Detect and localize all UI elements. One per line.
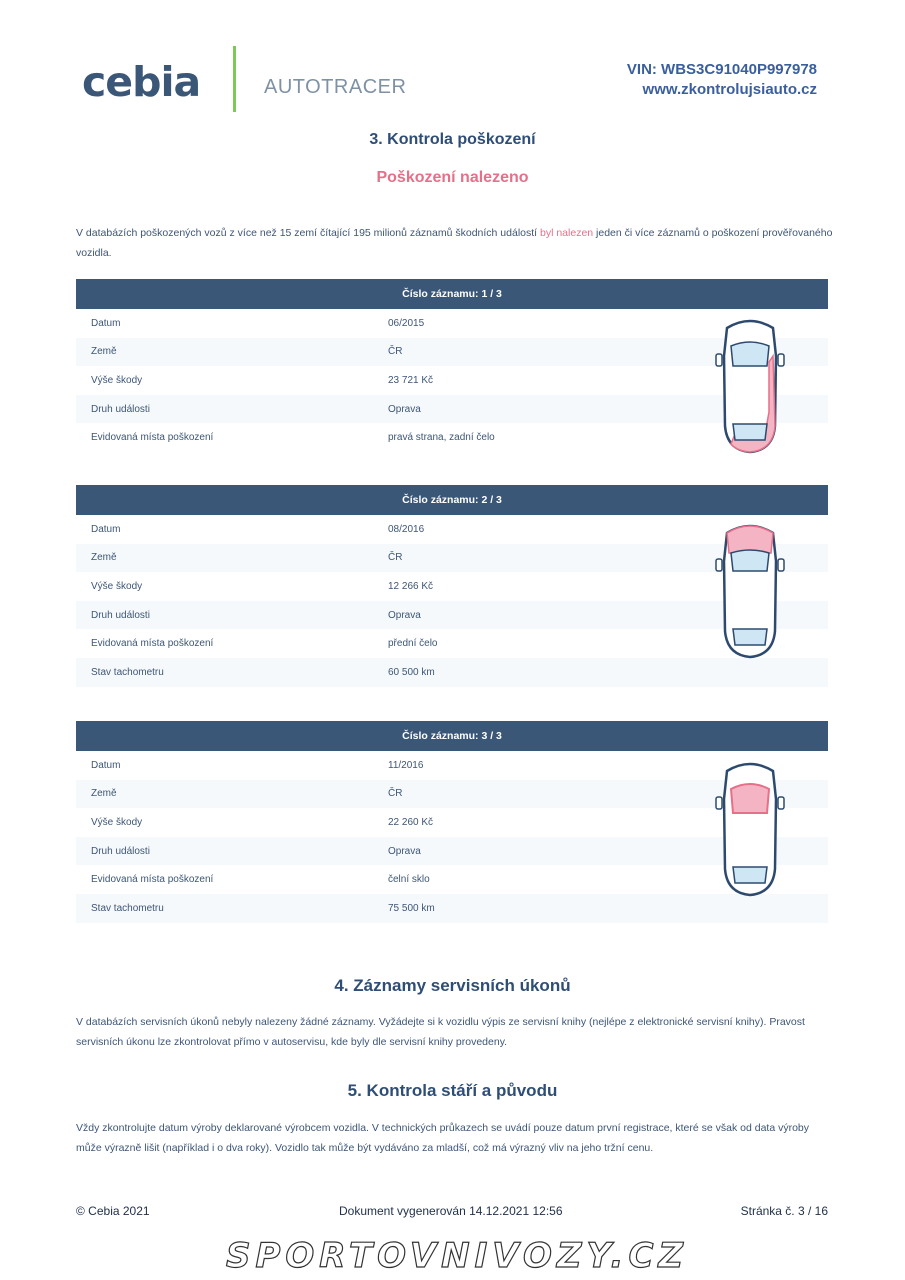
car-top-view-icon [715, 316, 785, 456]
watermark: SPORTOVNIVOZY.CZ [226, 1236, 689, 1276]
section4-title: 4. Záznamy servisních úkonů [334, 976, 571, 995]
row-label: Stav tachometru [91, 902, 164, 914]
row-value: Oprava [388, 845, 421, 857]
row-label: Druh události [91, 403, 150, 415]
row-label: Výše škody [91, 816, 143, 828]
section5-title: 5. Kontrola stáří a původu [347, 1081, 558, 1100]
row-value: Oprava [388, 403, 421, 415]
row-label: Datum [91, 759, 121, 771]
row-value: ČR [388, 788, 403, 800]
intro-text-end: jeden či více záznamů o poškození prověřovaného vozidla. [76, 227, 833, 259]
car-top-view-icon [715, 521, 785, 661]
section3-title: 3. Kontrola poškození [369, 131, 536, 148]
row-value: čelní sklo [388, 874, 430, 886]
section5-text: Vždy zkontrolujte datum výroby deklarované výrobcem vozidla. V technických průkazech se uvádí pouze datum první registrace, které se však od data výroby může výrazně lišit (například i o dva roky). Vozidlo tak může být vydáváno za mladší, což má výrazný vliv na jeho tržní cenu. [76, 1122, 810, 1154]
footer-page-number: Stránka č. 3 / 16 [740, 1204, 828, 1218]
damage-status: Poškození nalezeno [376, 169, 529, 186]
record-header: Číslo záznamu: 1 / 3 [76, 279, 828, 309]
record-header: Číslo záznamu: 2 / 3 [76, 485, 828, 515]
cebia-logo: cebia [82, 58, 201, 106]
row-value: 12 266 Kč [388, 580, 434, 592]
row-value: ČR [388, 552, 403, 564]
row-label: Výše škody [91, 580, 143, 592]
section3-intro [76, 223, 836, 263]
row-label: Stav tachometru [91, 666, 164, 678]
intro-highlight: byl nalezen [540, 227, 594, 239]
row-value: 23 721 Kč [388, 374, 434, 386]
row-label: Datum [91, 523, 121, 535]
header-info [627, 60, 817, 100]
row-value: 60 500 km [388, 666, 435, 678]
record-row [76, 658, 828, 687]
row-value: 08/2016 [388, 523, 425, 535]
row-value: 11/2016 [388, 759, 424, 771]
row-label: Země [91, 788, 117, 800]
row-label: Země [91, 552, 117, 564]
row-value: 75 500 km [388, 902, 435, 914]
logo-divider [233, 46, 236, 112]
section4-text: V databázích servisních úkonů nebyly nalezeny žádné záznamy. Vyžádejte si k vozidlu výpis ze servisní knihy (nejlépe z elektronické servisní knihy). Pravost servisních úkonu lze zkontrolovat přímo v autoservisu, kde byly dle servisní knihy provedeny. [76, 1016, 805, 1048]
row-label: Druh události [91, 609, 150, 621]
row-label: Evidovaná místa poškození [91, 432, 214, 444]
row-label: Evidovaná místa poškození [91, 874, 214, 886]
row-label: Datum [91, 317, 121, 329]
intro-text-start: V databázích poškozených vozů z více než 15 zemí čítající 195 milionů záznamů škodních událostí [76, 227, 540, 239]
record-header: Číslo záznamu: 3 / 3 [76, 721, 828, 751]
row-label: Druh události [91, 845, 150, 857]
row-value: přední čelo [388, 638, 438, 650]
row-value: Oprava [388, 609, 421, 621]
row-value: pravá strana, zadní čelo [388, 432, 495, 444]
vin-number: VIN: WBS3C91040P997978 [626, 61, 817, 78]
footer-copyright: © Cebia 2021 [76, 1204, 150, 1218]
row-label: Země [91, 346, 117, 358]
car-top-view-icon [715, 759, 785, 899]
footer-generated: Dokument vygenerován 14.12.2021 12:56 [339, 1204, 563, 1218]
row-value: 22 260 Kč [388, 816, 434, 828]
row-value: 06/2015 [388, 317, 425, 329]
website-link[interactable]: www.zkontrolujsiauto.cz [642, 81, 817, 98]
autotracer-label: AUTOTRACER [264, 76, 407, 98]
row-label: Výše škody [91, 374, 143, 386]
row-label: Evidovaná místa poškození [91, 638, 214, 650]
row-value: ČR [388, 346, 403, 358]
